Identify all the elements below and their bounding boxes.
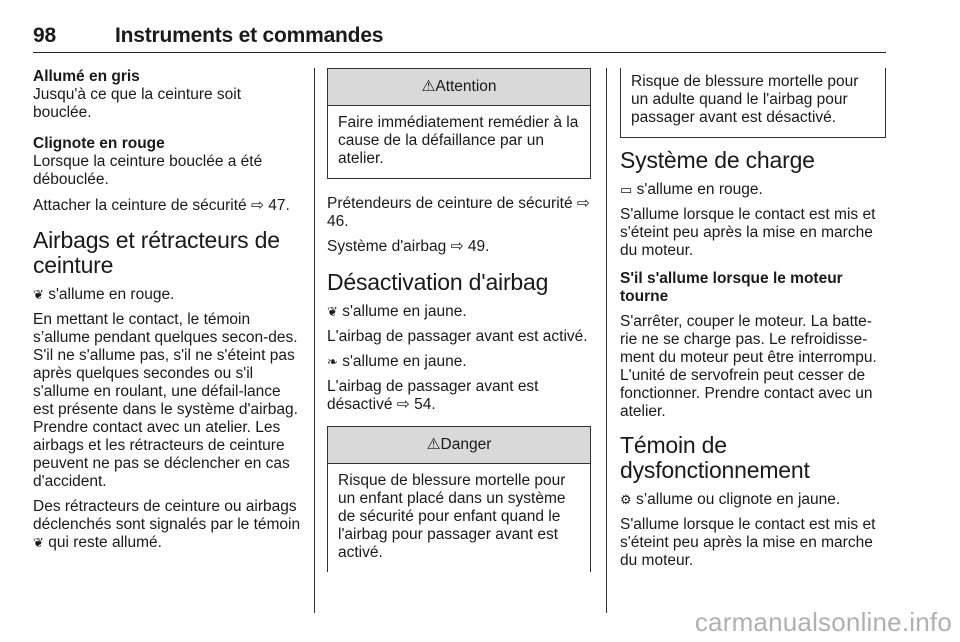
paragraph: S'allume lorsque le contact est mis et s'éteint peu après la mise en marche du moteur. <box>620 516 876 569</box>
cross-reference: Système d'airbag ⇨ 49. <box>327 238 490 255</box>
column-1 <box>33 68 301 559</box>
column-2 <box>327 68 591 584</box>
page-number: 98 <box>33 24 56 47</box>
paragraph: L'airbag de passager avant est désactivé ⇨ 54. <box>327 378 539 413</box>
airbag-icon: ❦ <box>33 287 44 302</box>
subheading-gray: Allumé en gris <box>33 68 140 85</box>
paragraph: s’allume ou clignote en jaune. <box>631 491 841 508</box>
attention-body: Faire immédiatement remédier à la cause de la défaillance par un atelier. <box>338 114 579 167</box>
watermark: carmanualsonline.info <box>694 607 952 637</box>
paragraph: qui reste allumé. <box>43 534 162 551</box>
section-title-charging: Système de charge <box>620 147 815 173</box>
section-title-malfunction: Témoin de dysfonctionnement <box>620 432 810 483</box>
attention-title: Attention <box>435 78 497 95</box>
paragraph: L'airbag de passager avant est activé. <box>327 328 588 345</box>
airbag-on-icon: ❦ <box>327 304 338 319</box>
section-title-airbags: Airbags et rétracteurs de ceinture <box>33 227 280 278</box>
paragraph: S'allume lorsque le contact est mis et s'éteint peu après la mise en marche du moteur. <box>620 206 876 259</box>
column-3 <box>620 68 886 577</box>
column-divider-1 <box>314 68 315 613</box>
engine-icon: ⚙ <box>620 492 632 507</box>
paragraph: Des rétracteurs de ceinture ou airbags déclenchés sont signalés par le témoin <box>33 498 301 533</box>
danger-box <box>327 426 591 572</box>
paragraph: s'allume en rouge. <box>632 181 763 198</box>
subheading-red: Clignote en rouge <box>33 135 165 152</box>
paragraph: Jusqu'à ce que la ceinture soit bouclée. <box>33 86 242 121</box>
warning-icon: ⚠ <box>421 78 436 95</box>
paragraph: S'arrêter, couper le moteur. La batte-rie ne se charge pas. Le refroidisse-ment du moteur peut être interrompu. L'unité de servofrein peut cesser de fonctionner. Prendre contact avec un atelier. <box>620 313 877 420</box>
airbag-icon: ❦ <box>33 535 44 550</box>
page-title: Instruments et commandes <box>115 24 384 47</box>
column-divider-2 <box>606 68 607 613</box>
paragraph: En mettant le contact, le témoin s’allume pendant quelques secon-des. S'il ne s'allume pas, s'il ne s'éteint pas après quelques secondes ou s'il s'allume en roulant, une défail-lance est présente dans le système d'airbag. Prendre contact avec un atelier. Les airbags et les rétracteurs de ceinture peuvent ne pas se déclencher en cas d'accident. <box>33 311 298 490</box>
attention-box <box>327 68 591 179</box>
paragraph: s'allume en jaune. <box>337 303 467 320</box>
warning-icon: ⚠ <box>426 436 441 453</box>
danger-body: Risque de blessure mortelle pour un enfant placé dans un système de sécurité pour enfant quand le l'airbag pour passager avant est activé. <box>338 472 566 561</box>
danger-title: Danger <box>440 436 492 453</box>
danger-body-continued: Risque de blessure mortelle pour un adulte quand le l'airbag pour passager avant est désactivé. <box>631 73 859 126</box>
paragraph: s'allume en jaune. <box>337 353 467 370</box>
paragraph: s'allume en rouge. <box>43 286 175 303</box>
header-rule <box>33 52 886 53</box>
section-title-airbag-deactivation: Désactivation d'airbag <box>327 269 549 295</box>
airbag-off-icon: ❧ <box>327 354 338 369</box>
paragraph: Lorsque la ceinture bouclée a été débouclée. <box>33 153 263 188</box>
subheading: S'il s'allume lorsque le moteur tourne <box>620 270 843 305</box>
danger-box-continued <box>620 68 886 138</box>
cross-reference: Attacher la ceinture de sécurité ⇨ 47. <box>33 197 290 214</box>
cross-reference: Prétendeurs de ceinture de sécurité ⇨ 46. <box>327 195 590 230</box>
battery-icon: ▭ <box>620 182 633 197</box>
